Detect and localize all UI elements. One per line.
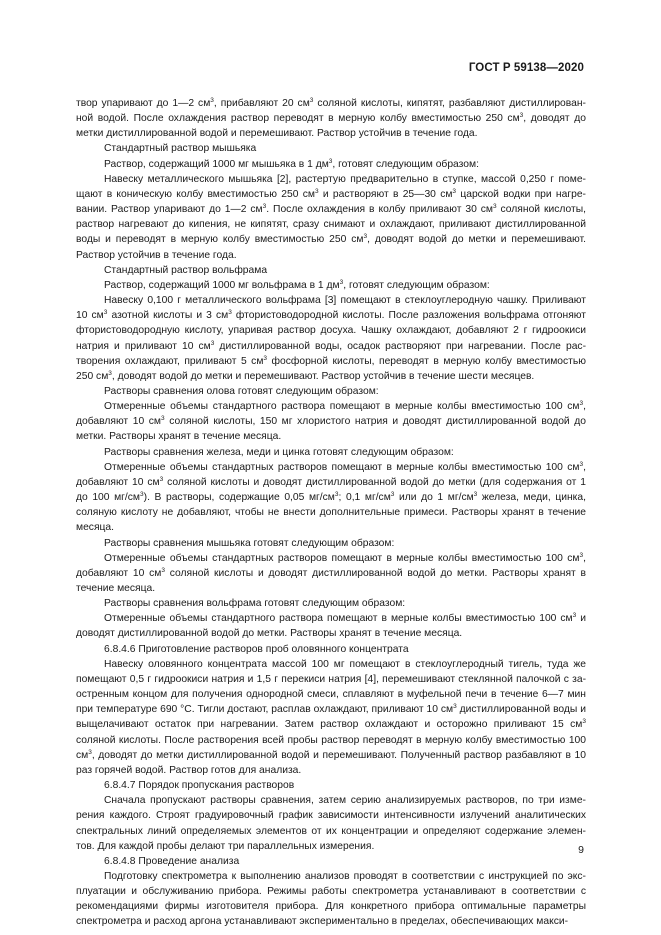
unit-exponent: 3	[103, 309, 108, 317]
paragraph	[76, 263, 586, 278]
paragraph-text: дистиллированной воды и выщелачивают остаток при нагревании. Затем раствор охлаждают и осторожно приливают 15 см	[76, 704, 586, 731]
unit-exponent: 3	[579, 551, 584, 559]
unit-exponent: 3	[334, 491, 339, 499]
paragraph-text: Растворы сравнения железа, меди и цинка готовят следующим образом:	[104, 446, 454, 458]
paragraph-text: соляной кислоты, 150 мг хлористого натрия и доводят дистиллированной водой до метки. Растворы хранят в течение месяца.	[76, 416, 587, 443]
unit-exponent: 3	[314, 187, 319, 195]
paragraph-text: фосфорной кислоты, переводят в мерную колбу вместимостью 250 см	[76, 355, 586, 382]
unit-exponent: 3	[339, 278, 344, 286]
paragraph	[76, 96, 586, 141]
paragraph-text: , добавляют 10 см	[76, 401, 586, 428]
paragraph-text: Раствор, содержащий 1000 мг мышьяка в 1 дм	[104, 158, 329, 170]
paragraph	[76, 657, 586, 778]
paragraph	[76, 536, 586, 551]
unit-exponent: 3	[519, 112, 524, 120]
paragraph-text: Сначала пропускают растворы сравнения, затем серию анализируемых растворов, по три изме-рения каждого. Строят градуировочный график зависимости интенсивности излучений аналитических спектральных линий определяемых элементов от их концентрации и определяют содержание элемен-тов. Для каждой пробы делают три параллельных измерения.	[76, 795, 586, 852]
unit-exponent: 3	[492, 203, 497, 211]
paragraph-text: Растворы сравнения олова готовят следующим образом:	[104, 385, 379, 397]
paragraph-text: Растворы сравнения вольфрама готовят следующим образом:	[104, 598, 406, 610]
paragraph-text: соляной кислоты, кипятят, разбавляют дистиллирован-ной водой. После охлаждения раствор переводят в мерную колбу вместимостью 250 см	[76, 98, 586, 125]
paragraph-text: , доводят до метки дистиллированной водой и перемешивают. Полученный раствор разбавляют в 10 раз горячей водой. Раствор готов для анализа.	[76, 749, 586, 776]
paragraph-text: , доводят водой до метки и перемешивают. Раствор устойчив в течение шести месяцев.	[111, 370, 535, 382]
unit-exponent: 3	[309, 97, 314, 104]
paragraph	[76, 596, 586, 611]
paragraph-text: ; 0,1 мг/см	[338, 492, 391, 504]
paragraph	[76, 157, 586, 172]
paragraph-text: 6.8.4.6 Приготовление растворов проб оловянного концентрата	[104, 643, 409, 655]
paragraph	[76, 854, 586, 869]
paragraph-text: Отмеренные объемы стандартных растворов помещают в мерные колбы вместимостью 100 см	[104, 461, 580, 473]
paragraph-text: Отмеренные объемы стандартного раствора помещают в мерные колбы вместимостью 100 см	[104, 613, 573, 625]
paragraph-text: соляной кислоты, раствор нагревают до кипения, не кипятят, сразу снимают и охлаждают, приливают дистиллированной воды и переводят в мерную колбу вместимостью 250 см	[76, 204, 586, 246]
paragraph-text: Растворы сравнения мышьяка готовят следующим образом:	[104, 537, 395, 549]
paragraph-text: соляной кислоты и доводят дистиллированной водой до метки. Растворы хранят в течение месяца.	[76, 567, 586, 594]
unit-exponent: 3	[108, 369, 112, 377]
paragraph-text: . После охлаждения в колбу приливают 30 см	[266, 204, 493, 216]
unit-exponent: 3	[390, 491, 395, 499]
paragraph	[76, 460, 586, 536]
paragraph	[76, 778, 586, 793]
paragraph-text: железа, меди, цинка, соляную кислоту не добавляют, чтобы не внести дополнительные примеси. Растворы хранят в течение месяца.	[76, 492, 587, 534]
unit-exponent: 3	[159, 475, 164, 483]
document-standard-number: ГОСТ Р 59138—2020	[468, 62, 584, 74]
paragraph-text: Навеску 0,100 г металлического вольфрама [3] помещают в стеклоуглеродную чашку. Приливают 10 см	[76, 295, 586, 322]
paragraph-text: 6.8.4.7 Порядок пропускания растворов	[104, 780, 295, 792]
unit-exponent: 3	[161, 566, 165, 574]
paragraph	[76, 551, 586, 596]
unit-exponent: 3	[579, 400, 584, 408]
paragraph	[76, 172, 586, 263]
paragraph-text: , готовят следующим образом:	[343, 279, 490, 291]
paragraph	[76, 869, 586, 930]
paragraph	[76, 445, 586, 460]
paragraph	[76, 793, 586, 854]
paragraph-text: азотной кислоты и 3 см	[107, 310, 229, 322]
unit-exponent: 3	[453, 703, 457, 711]
unit-exponent: 3	[262, 203, 267, 211]
paragraph-text: твор упаривают до 1—2 см	[76, 98, 211, 109]
paragraph-text: соляной кислоты и доводят дистиллированной водой до метки (для содержания от 1 до 100 мг/см	[76, 476, 586, 504]
unit-exponent: 3	[363, 233, 368, 241]
document-body	[76, 96, 586, 930]
unit-exponent: 3	[452, 187, 457, 195]
paragraph-text: Навеску металлического мышьяка [2], растертую предварительно в ступке, массой 0,250 г поме-щают в коническую колбу вместимостью 250 см	[76, 173, 586, 200]
paragraph-text: , добавляют 10 см	[76, 461, 586, 488]
paragraph-text: Стандартный раствор вольфрама	[104, 264, 268, 276]
paragraph-text: Отмеренные объемы стандартных растворов помещают в мерные колбы вместимостью 100 см	[104, 552, 580, 564]
unit-exponent: 3	[582, 718, 586, 726]
paragraph-text: Навеску оловянного концентрата массой 100 мг помещают в стеклоуглеродный тигель, туда же помещают 0,5 г гидроокиси натрия и 1,5 г перекиси натрия [4], перемешивают стеклянной палочкой с за-остренным концом для получения однородной смеси, сплавляют в муфельной печи в течение 6—7 мин при температуре 690 °С. Тигли достают, расплав охлаждают, приливают 10 см	[76, 658, 586, 716]
paragraph-text: , доводят водой до метки и перемешивают. Раствор устойчив в течение года.	[76, 234, 586, 261]
paragraph-text: или до 1 мг/см	[394, 492, 474, 504]
paragraph-text: Стандартный раствор мышьяка	[104, 143, 257, 155]
unit-exponent: 3	[210, 97, 214, 104]
paragraph-text: фтористоводородной кислоты. После разложения вольфрама отгоняют фтористоводородную кислоту, упаривая раствор досуха. Чашку охлаждают, добавляют 2 г гидроокиси натрия и приливают 10 см	[76, 310, 586, 352]
unit-exponent: 3	[263, 354, 268, 362]
paragraph	[76, 399, 586, 444]
paragraph	[76, 293, 586, 384]
unit-exponent: 3	[572, 612, 577, 620]
paragraph	[76, 384, 586, 399]
paragraph-text: дистиллированной воды, осадок растворяют при нагревании. После рас-творения охлаждают, приливают 5 см	[76, 340, 586, 367]
paragraph-text: Отмеренные объемы стандартного раствора помещают в мерные колбы вместимостью 100 см	[104, 401, 580, 413]
paragraph	[76, 278, 586, 293]
paragraph	[76, 642, 586, 657]
unit-exponent: 3	[228, 309, 232, 317]
paragraph	[76, 141, 586, 156]
paragraph-text: 6.8.4.8 Проведение анализа	[104, 855, 240, 867]
paragraph-text: и растворяют в 25—30 см	[318, 188, 453, 200]
unit-exponent: 3	[88, 748, 92, 756]
paragraph-text: Раствор, содержащий 1000 мг вольфрама в 1 дм	[104, 279, 340, 291]
unit-exponent: 3	[140, 491, 144, 499]
paragraph-text: , добавляют 10 см	[76, 552, 586, 579]
page-number: 9	[578, 844, 584, 856]
unit-exponent: 3	[579, 460, 584, 468]
paragraph-text: Подготовку спектрометра к выполнению анализов проводят в соответствии с инструкцией по экс-плуатации и обслуживанию прибора. Режимы работы спектрометра устанавливают в соответствии с рекомендациями фирмы изготовителя прибора. Для конкретного прибора оптимальные параметры спектрометра и расход аргона устанавливают экспериментально в пределах, обеспечивающих макси-	[76, 870, 586, 928]
paragraph-text: , доводят до метки дистиллированной водой и перемешивают. Раствор устойчив в течение года.	[76, 113, 586, 140]
unit-exponent: 3	[161, 415, 165, 423]
paragraph-text: ). В растворы, содержащие 0,05 мг/см	[143, 492, 335, 504]
paragraph-text: , прибавляют 20 см	[213, 98, 310, 109]
paragraph	[76, 611, 586, 641]
paragraph-text: и доводят дистиллированной водой до метки. Растворы хранят в течение месяца.	[76, 613, 586, 640]
unit-exponent: 3	[210, 339, 215, 347]
paragraph-text: царской водки при нагре-вании. Раствор упаривают до 1—2 см	[76, 188, 586, 216]
unit-exponent: 3	[328, 157, 333, 165]
unit-exponent: 3	[473, 491, 478, 499]
paragraph-text: , готовят следующим образом:	[332, 158, 479, 170]
paragraph-text: соляной кислоты. После растворения всей пробы раствор переводят в мерную колбу вместимостью 100 см	[76, 734, 586, 761]
